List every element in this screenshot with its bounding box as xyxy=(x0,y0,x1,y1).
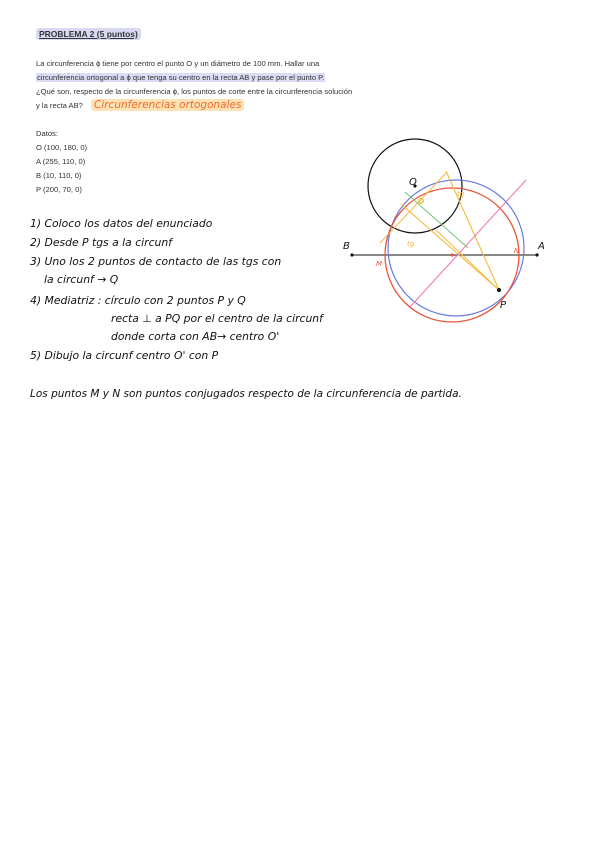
problem-title: PROBLEMA 2 (5 puntos) xyxy=(36,28,141,40)
problem-text-line-1: La circunferencia ϕ tiene por centro el punto O y un diámetro de 100 mm. Hallar una xyxy=(36,59,320,68)
point-a xyxy=(535,253,538,256)
step-4: 4) Mediatriz : círculo con 2 puntos P y Q xyxy=(30,294,246,307)
label-n: N xyxy=(514,247,520,255)
circle-blue xyxy=(388,180,524,316)
tangent-line-2 xyxy=(446,171,499,290)
step-2: 2) Desde P tgs a la circunf xyxy=(30,236,173,249)
label-tg-1: tg xyxy=(407,240,415,248)
data-heading: Datos: xyxy=(36,129,58,138)
problem-question-end: y la recta AB? xyxy=(36,101,83,110)
step-5: 5) Dibujo la circunf centro O' con P xyxy=(30,349,219,362)
problem-text-line-3: ¿Qué son, respecto de la circunferencia ϕ, los puntos de corte entre la circunferencia solución xyxy=(36,87,353,96)
label-q: Q xyxy=(418,198,423,205)
data-item-b: B (10, 110, 0) xyxy=(36,171,82,180)
tangent-line-3 xyxy=(436,230,499,290)
mediatrix-line xyxy=(410,180,526,307)
handwritten-answer-note: Circunferencias ortogonales xyxy=(91,99,244,111)
label-a: A xyxy=(538,241,545,252)
center-o-prime xyxy=(450,253,453,256)
data-item-p: P (200, 70, 0) xyxy=(36,185,82,194)
label-tg-2: tg xyxy=(457,190,465,198)
label-m: M xyxy=(376,260,383,268)
point-p xyxy=(497,288,501,292)
step-4-line-2: recta ⊥ a PQ por el centro de la circunf xyxy=(111,312,323,325)
point-b xyxy=(350,253,353,256)
step-3-continued: la circunf → Q xyxy=(44,273,119,286)
step-1: 1) Coloco los datos del enunciado xyxy=(30,217,213,230)
label-b: B xyxy=(343,241,350,252)
label-o: O xyxy=(409,177,417,188)
data-item-o: O (100, 180, 0) xyxy=(36,143,88,152)
step-3: 3) Uno los 2 puntos de contacto de las tgs con xyxy=(30,255,282,268)
label-p: P xyxy=(500,300,507,311)
conclusion-note: Los puntos M y N son puntos conjugados respecto de la circunferencia de partida. xyxy=(30,388,462,400)
highlighted-text: circunferencia ortogonal a ϕ que tenga su centro en la recta AB y pase por el punto P. xyxy=(37,73,325,82)
step-4-line-3: donde corta con AB→ centro O' xyxy=(111,330,280,343)
data-item-a: A (255, 110, 0) xyxy=(36,157,86,166)
